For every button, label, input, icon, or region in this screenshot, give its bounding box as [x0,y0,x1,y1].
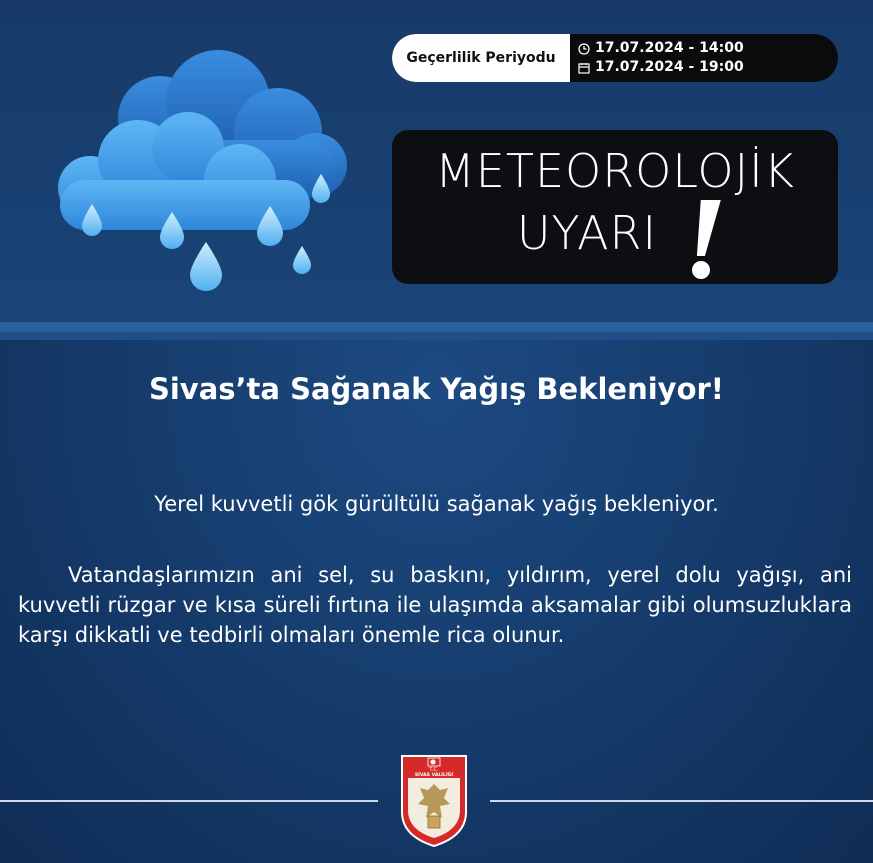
footer-rule-right [490,800,873,802]
title-line-2 [392,206,838,260]
validity-label: Geçerlilik Periyodu [392,34,570,82]
footer-rule-left [0,800,378,802]
emblem-logo [398,752,470,848]
intro-text: Yerel kuvvetli gök gürültülü sağanak yağış bekleniyor. [154,492,719,516]
emblem-name-text: SİVAS VALİLİĞİ [414,773,454,778]
validity-end: 17.07.2024 - 19:00 [595,59,744,75]
rain-cloud-icon [40,40,370,300]
exclamation-icon [687,198,727,282]
emblem-top-text: T.C. [429,767,439,773]
validity-start: 17.07.2024 - 14:00 [595,40,744,56]
clock-icon [578,43,590,55]
divider-stripe-dark [0,332,873,340]
warning-title-box [392,130,838,284]
divider-stripe [0,322,873,332]
title-line-2-text: UYARI [516,206,658,260]
validity-times [578,39,744,77]
validity-period [392,34,838,82]
title-line-1: METEOROLOJİK [435,144,795,198]
headline: Sivas’ta Sağanak Yağış Bekleniyor! [148,372,725,406]
calendar-icon [578,62,590,74]
validity-end-row [578,58,744,77]
body-text: Vatandaşlarımızın ani sel, su baskını, yıldırım, yerel dolu yağışı, ani kuvvetli rüzgar ve kısa süreli fırtına ile ulaşımda aksamalar gibi olumsuzluklara karşı dikkatli ve tedbirli olmaları önemle rica olunur. [18,563,852,647]
validity-start-row [578,39,744,58]
